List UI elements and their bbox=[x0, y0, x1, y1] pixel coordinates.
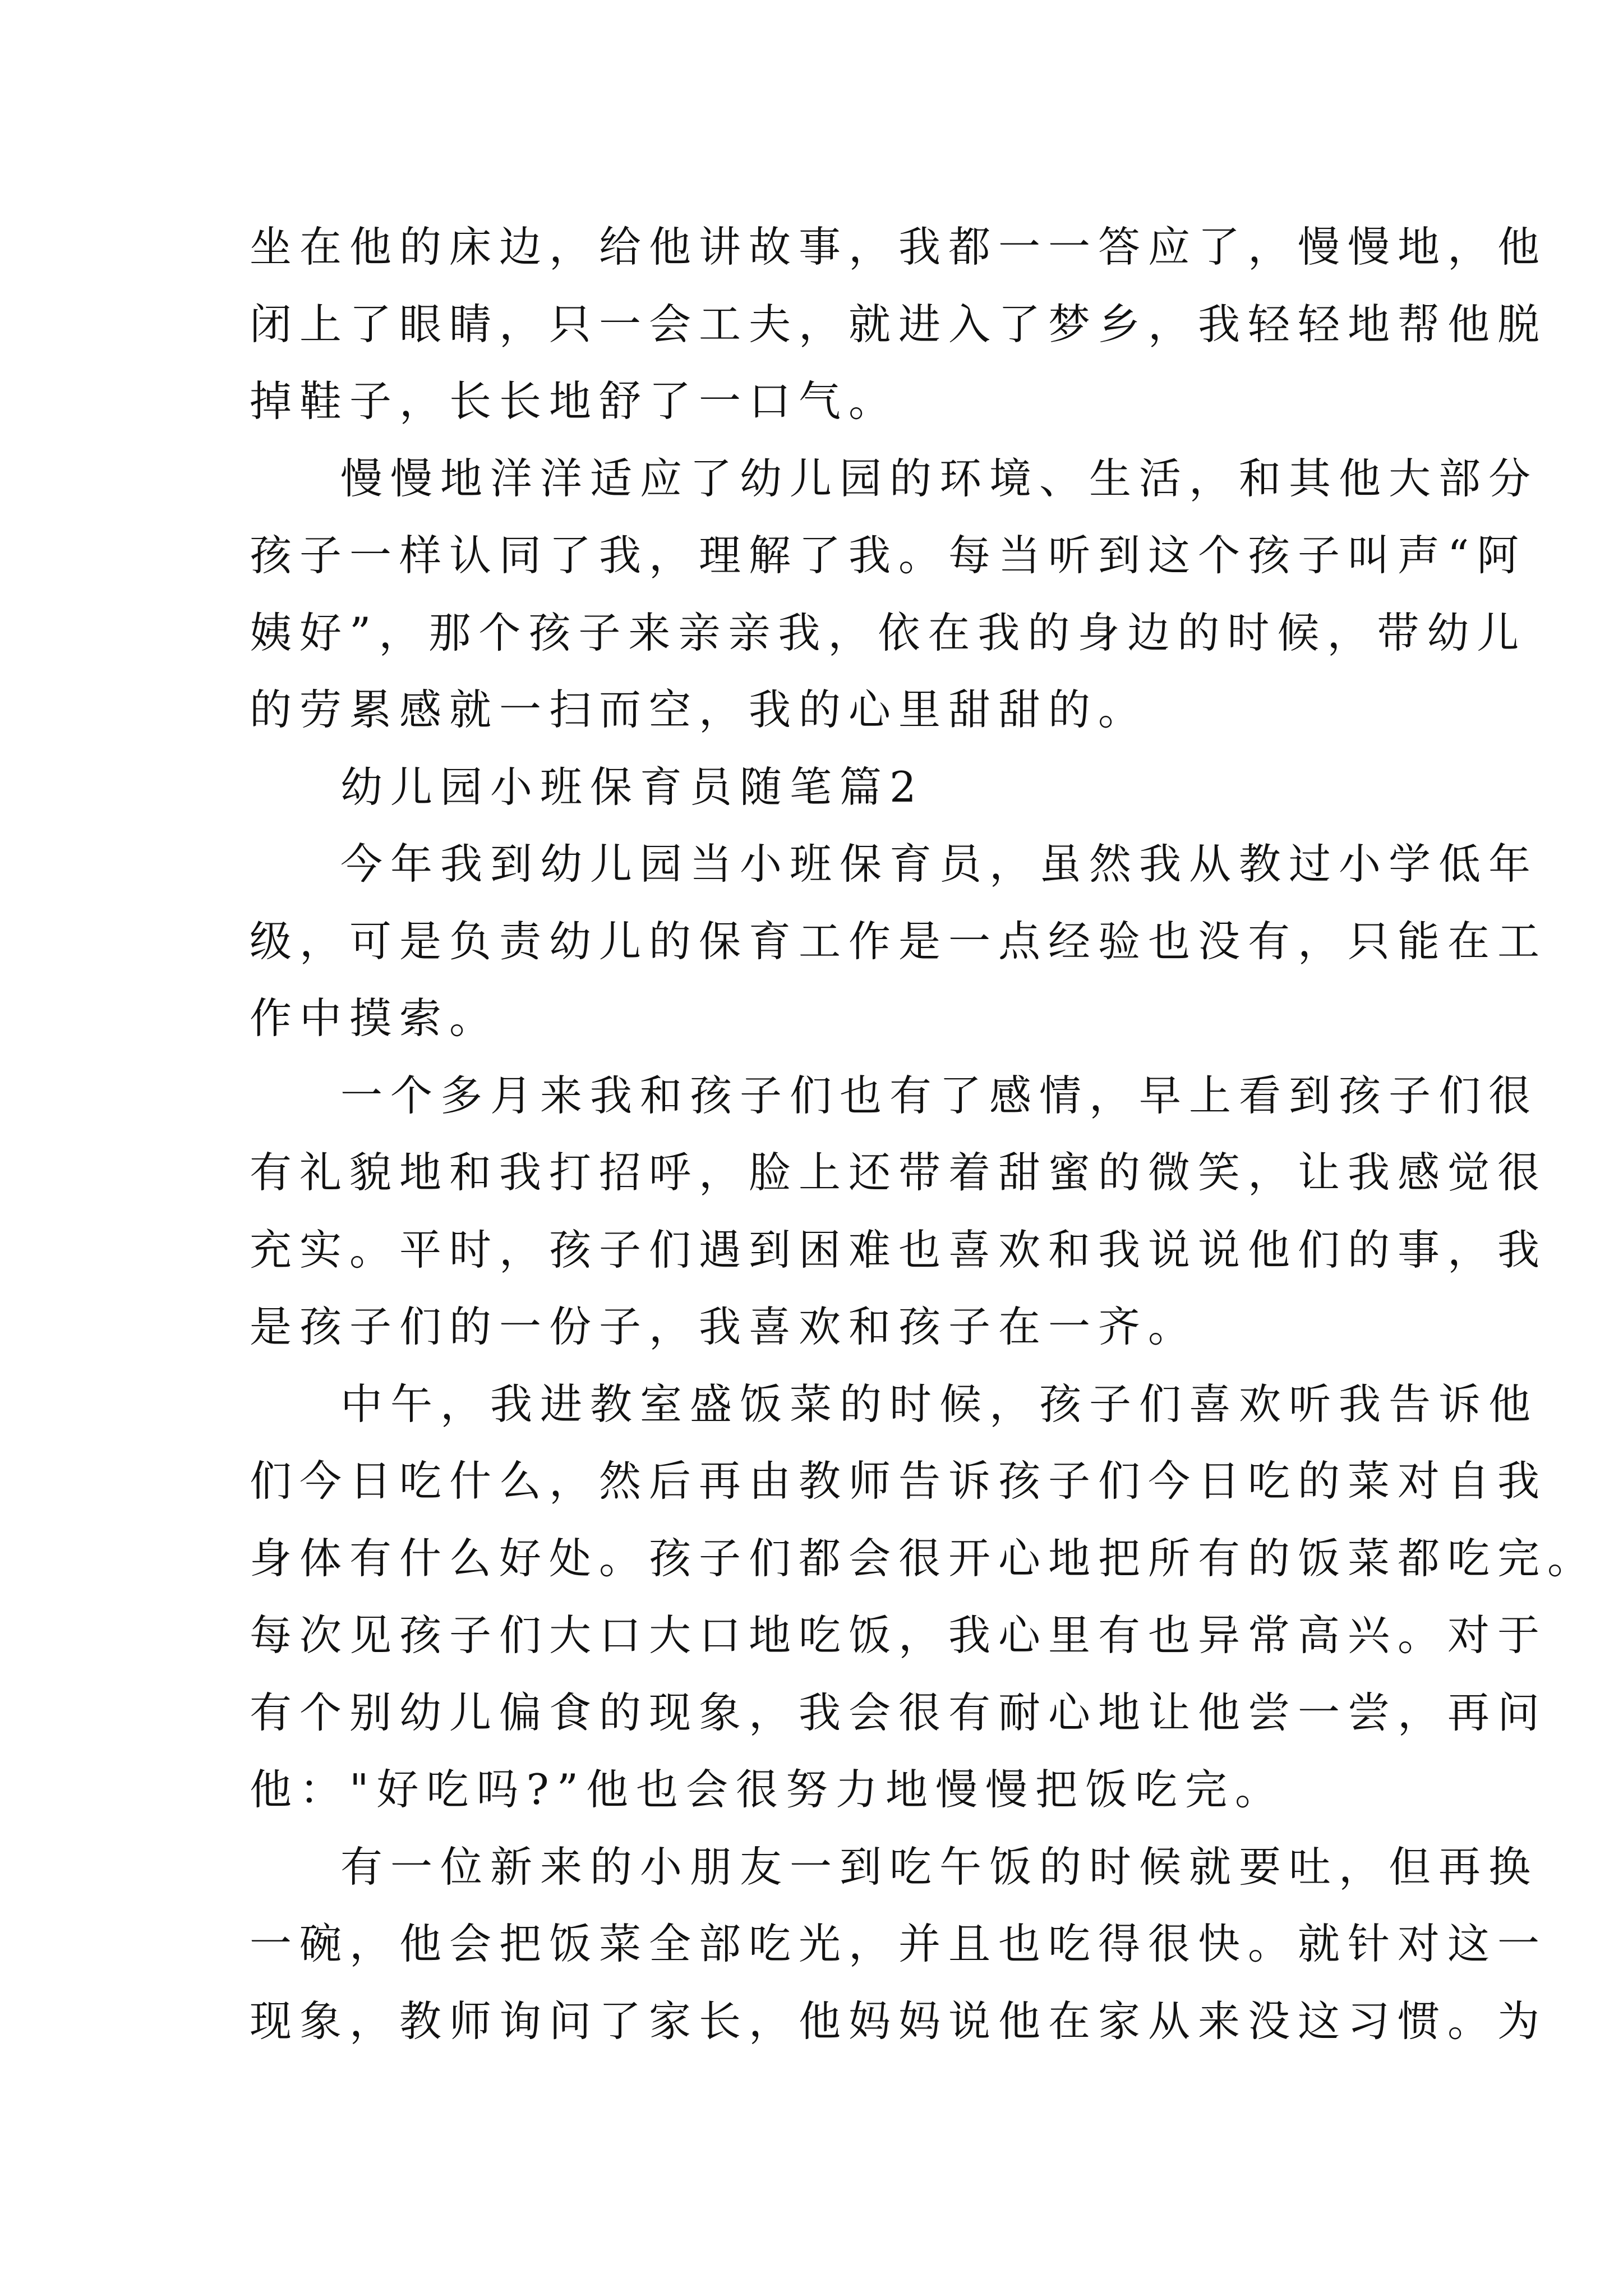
text-line: 身体有什么好处。孩子们都会很开心地把所有的饭菜都吃完。 bbox=[250, 1533, 1598, 1583]
text-line: 今年我到幼儿园当小班保育员，虽然我从教过小学低年 bbox=[340, 839, 1539, 889]
text-line: 姨好”，那个孩子来亲亲我，依在我的身边的时候，带幼儿 bbox=[250, 608, 1527, 657]
text-line: 坐在他的床边，给他讲故事，我都一一答应了，慢慢地，他 bbox=[250, 222, 1548, 272]
text-line: 级，可是负责幼儿的保育工作是一点经验也没有，只能在工 bbox=[250, 916, 1548, 966]
document-body bbox=[250, 209, 1598, 2060]
text-line: 他："好吃吗?”他也会很努力地慢慢把饭吃完。 bbox=[250, 1765, 1285, 1814]
text-line: 的劳累感就一扫而空，我的心里甜甜的。 bbox=[250, 685, 1149, 734]
text-line: 充实。平时，孩子们遇到困难也喜欢和我说说他们的事，我 bbox=[250, 1225, 1548, 1274]
text-line: 一个多月来我和孩子们也有了感情，早上看到孩子们很 bbox=[340, 1070, 1539, 1120]
text-line: 作中摸索。 bbox=[250, 993, 500, 1043]
text-line: 有礼貌地和我打招呼，脸上还带着甜蜜的微笑，让我感觉很 bbox=[250, 1148, 1548, 1197]
text-line: 掉鞋子，长长地舒了一口气。 bbox=[250, 376, 899, 426]
text-line: 现象，教师询问了家长，他妈妈说他在家从来没这习惯。为 bbox=[250, 1996, 1548, 2046]
text-line: 们今日吃什么，然后再由教师告诉孩子们今日吃的菜对自我 bbox=[250, 1456, 1548, 1506]
text-line: 孩子一样认同了我，理解了我。每当听到这个孩子叫声“阿 bbox=[250, 531, 1527, 580]
text-line: 有一位新来的小朋友一到吃午饭的时候就要吐，但再换 bbox=[340, 1842, 1539, 1892]
section-heading: 幼儿园小班保育员随笔篇2 bbox=[340, 762, 924, 812]
text-line: 慢慢地洋洋适应了幼儿园的环境、生活，和其他大部分 bbox=[340, 453, 1539, 503]
text-line: 有个别幼儿偏食的现象，我会很有耐心地让他尝一尝，再问 bbox=[250, 1687, 1548, 1737]
text-line: 闭上了眼睛，只一会工夫，就进入了梦乡，我轻轻地帮他脱 bbox=[250, 299, 1548, 349]
text-line: 一碗，他会把饭菜全部吃光，并且也吃得很快。就针对这一 bbox=[250, 1919, 1548, 1968]
text-line: 中午，我进教室盛饭菜的时候，孩子们喜欢听我告诉他 bbox=[340, 1379, 1539, 1429]
text-line: 每次见孩子们大口大口地吃饭，我心里有也异常高兴。对于 bbox=[250, 1611, 1548, 1660]
text-line: 是孩子们的一份子，我喜欢和孩子在一齐。 bbox=[250, 1302, 1198, 1351]
